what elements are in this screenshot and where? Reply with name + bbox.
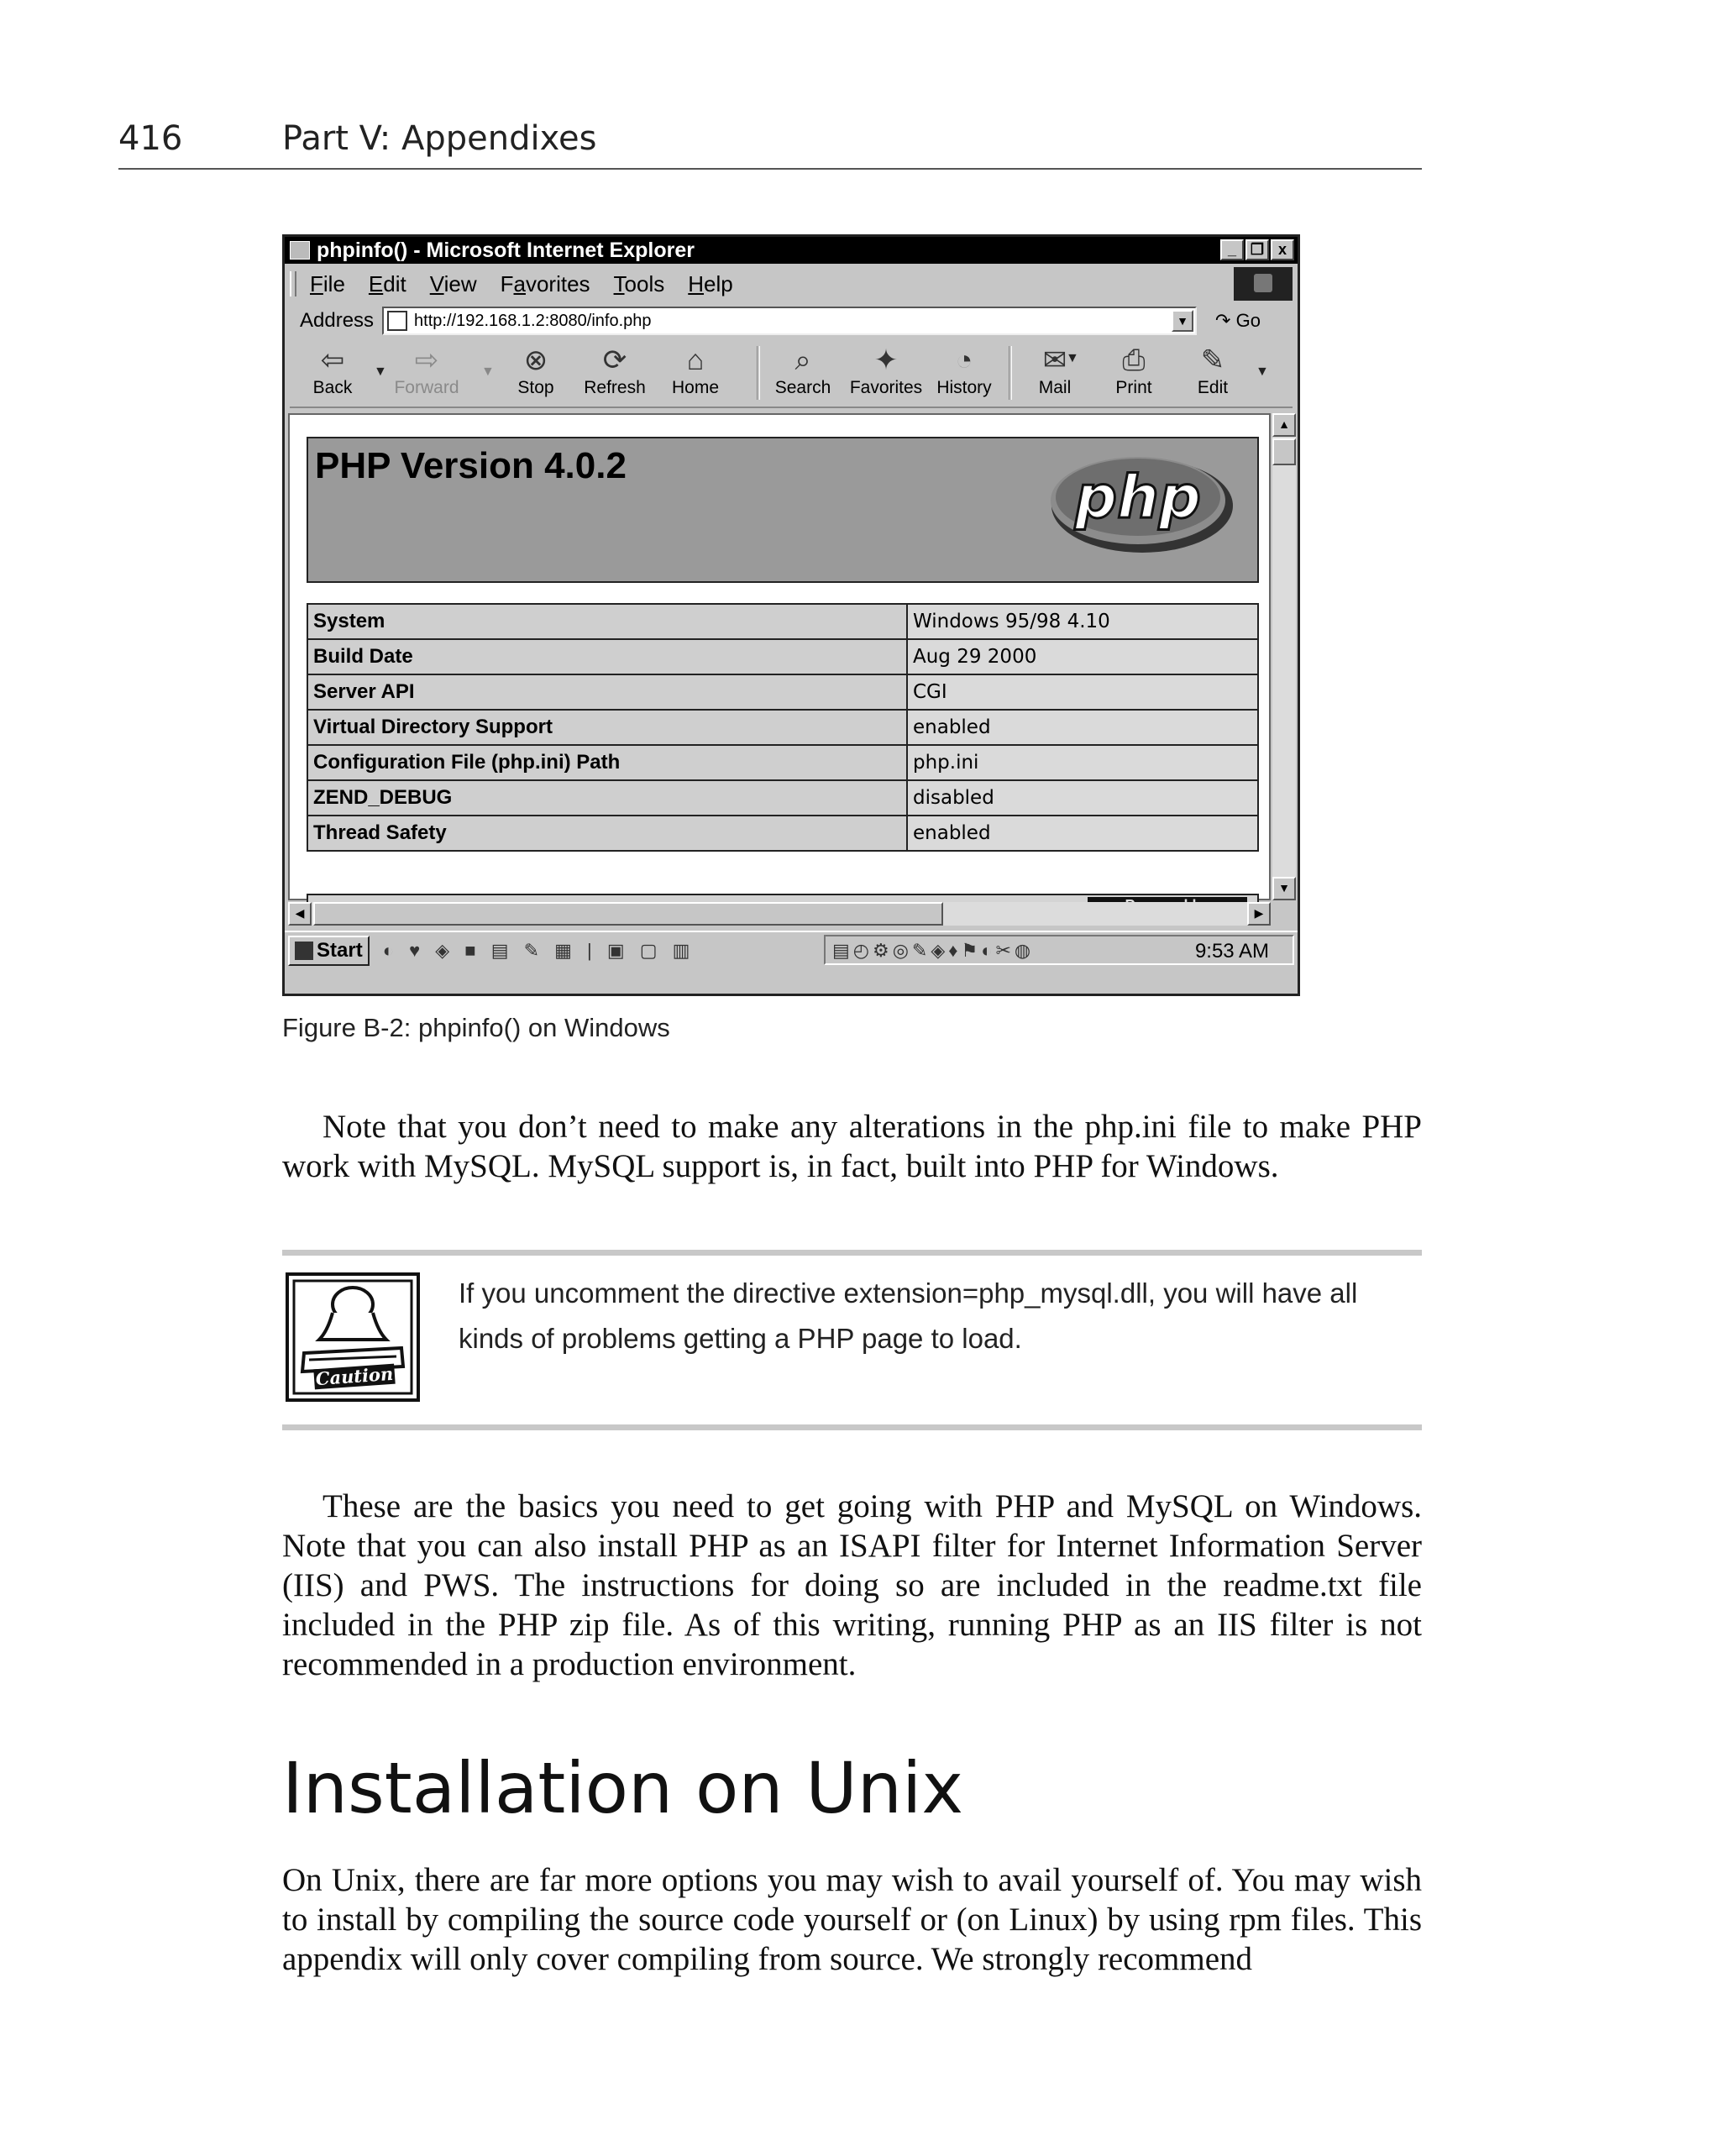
forward-arrow-icon: ⇨ [414, 344, 439, 376]
running-head: Part V: Appendixes [282, 119, 597, 158]
go-button[interactable]: ↷ Go [1215, 310, 1261, 331]
page-icon [387, 311, 407, 331]
windows-flag-icon [295, 942, 313, 960]
scroll-right-icon[interactable]: ▶ [1247, 902, 1271, 926]
close-button[interactable]: x [1271, 239, 1294, 260]
edit-button[interactable]: ✎ Edit [1175, 343, 1251, 398]
address-label: Address [300, 309, 375, 332]
vertical-scrollbar[interactable] [1272, 413, 1296, 900]
address-bar [290, 304, 1293, 338]
search-icon: ⌕ [794, 344, 811, 376]
back-arrow-icon: ⇦ [320, 344, 345, 376]
header-rule [118, 168, 1422, 170]
menu-tools[interactable]: Tools [613, 270, 665, 296]
system-tray [824, 935, 1294, 965]
mail-icon: ✉ [1042, 344, 1067, 376]
page-viewport [288, 413, 1271, 900]
address-url: http://192.168.1.2:8080/info.php [414, 311, 652, 330]
windows-logo-icon [1234, 267, 1293, 301]
toolbar-separator [757, 346, 760, 400]
scroll-down-icon[interactable]: ▼ [1272, 877, 1296, 900]
horizontal-scrollbar[interactable] [288, 902, 1271, 926]
tray-icons[interactable]: ▤◴⚙◎✎◈♦⚑◐✂◍ [832, 940, 1035, 961]
home-icon: ⌂ [686, 344, 705, 376]
menu-bar [290, 267, 1293, 301]
scroll-thumb[interactable] [1272, 438, 1296, 465]
taskbar-clock: 9:53 AM [1194, 940, 1269, 963]
table-row: Configuration File (php.ini) Path php.ini [307, 745, 1258, 780]
print-button[interactable]: ⎙ Print [1096, 343, 1172, 398]
table-row: Server API CGI [307, 674, 1258, 710]
caution-bottom-rule [282, 1424, 1422, 1430]
back-dropdown-icon[interactable]: ▼ [374, 365, 387, 379]
address-dropdown-icon[interactable]: ▼ [1172, 310, 1193, 332]
menu-file[interactable]: File [310, 270, 345, 296]
menu-edit[interactable]: Edit [368, 270, 406, 296]
section-heading: Installation on Unix [282, 1747, 964, 1829]
window-titlebar [285, 237, 1298, 264]
php-logo-text: php [1074, 463, 1202, 532]
forward-button[interactable]: ⇨ Forward [389, 343, 464, 398]
scroll-left-icon[interactable]: ◀ [288, 902, 312, 926]
mail-button[interactable]: ✉ Mail [1017, 343, 1093, 398]
edit-icon: ✎ [1200, 344, 1225, 376]
favorites-button[interactable]: ✦ Favorites [844, 343, 928, 398]
hscroll-thumb[interactable] [313, 902, 943, 926]
table-row: System Windows 95/98 4.10 [307, 604, 1258, 639]
table-row: ZEND_DEBUG disabled [307, 780, 1258, 816]
table-row: Thread Safety enabled [307, 816, 1258, 851]
paragraph-mysql-windows: Note that you don’t need to make any alterations in the php.ini file to make PHP work with MySQL. MySQL support is, in fact, built into PHP for Windows. [282, 1109, 1422, 1184]
ie-window-screenshot [282, 234, 1300, 996]
caution-text: If you uncomment the directive extension=php_mysql.dll, you will have all kinds of problems getting a PHP page to load. [459, 1277, 1358, 1354]
standard-toolbar [290, 341, 1293, 408]
php-logo-icon [1044, 447, 1237, 556]
history-icon: ◔ [955, 344, 973, 376]
paragraph-isapi: These are the basics you need to get going with PHP and MySQL on Windows. Note that you can also install PHP as an ISAPI filter for Internet Information Server (IIS) and PWS. The instructions for doing so are included in the readme.txt file included in the PHP zip file. As of this writing, running PHP as an IIS filter is not recommended in a production environment. [282, 1488, 1422, 1682]
toolbar-separator [1009, 346, 1012, 400]
table-row: Virtual Directory Support enabled [307, 710, 1258, 745]
windows-taskbar [285, 931, 1298, 969]
table-row: Build Date Aug 29 2000 [307, 639, 1258, 674]
window-title: phpinfo() - Microsoft Internet Explorer [317, 238, 695, 262]
restore-button[interactable]: ❐ [1245, 239, 1269, 260]
stop-button[interactable]: ⊗ Stop [498, 343, 574, 398]
stop-icon: ⊗ [523, 344, 548, 376]
php-version-banner [307, 437, 1259, 583]
favorites-icon: ✦ [873, 344, 899, 376]
quick-launch-icons[interactable]: ◐ ♥ ◈ ■ ▤ ✎ ▦ | ▣ ▢ ▥ [382, 940, 695, 961]
search-button[interactable]: ⌕ Search [765, 343, 841, 398]
home-button[interactable]: ⌂ Home [658, 343, 733, 398]
window-controls [1220, 239, 1294, 260]
address-input[interactable] [382, 307, 1197, 335]
figure-caption: Figure B-2: phpinfo() on Windows [282, 1013, 670, 1042]
php-version-title: PHP Version 4.0.2 [315, 445, 627, 486]
mail-dropdown-icon[interactable]: ▼ [1066, 351, 1079, 365]
refresh-button[interactable]: ⟳ Refresh [577, 343, 653, 398]
scroll-up-icon[interactable]: ▲ [1272, 413, 1296, 437]
caution-icon [286, 1272, 420, 1402]
page-number: 416 [118, 119, 183, 158]
history-button[interactable]: ◔ History [926, 343, 1002, 398]
print-icon: ⎙ [1122, 344, 1146, 376]
caution-icon-label: Caution [314, 1362, 394, 1390]
toolbar-more-icon[interactable]: ▼ [1256, 365, 1269, 379]
ie-page-icon [290, 241, 310, 260]
paragraph-unix-intro: On Unix, there are far more options you may wish to avail yourself of. You may wish to install by compiling the source code yourself or (on Linux) by using rpm files. This appendix will only cover compiling from source. We strongly recommend [282, 1862, 1422, 1977]
back-button[interactable]: ⇦ Back [295, 343, 370, 398]
menu-help[interactable]: Help [688, 270, 733, 296]
start-button[interactable]: Start [288, 936, 370, 966]
php-info-table [307, 603, 1259, 852]
menu-favorites[interactable]: Favorites [500, 270, 590, 296]
minimize-button[interactable]: _ [1220, 239, 1244, 260]
menubar-grip [290, 271, 296, 296]
menu-view[interactable]: View [429, 270, 477, 296]
caution-top-rule [282, 1250, 1422, 1256]
forward-dropdown-icon[interactable]: ▼ [481, 365, 495, 379]
refresh-icon: ⟳ [602, 344, 627, 376]
